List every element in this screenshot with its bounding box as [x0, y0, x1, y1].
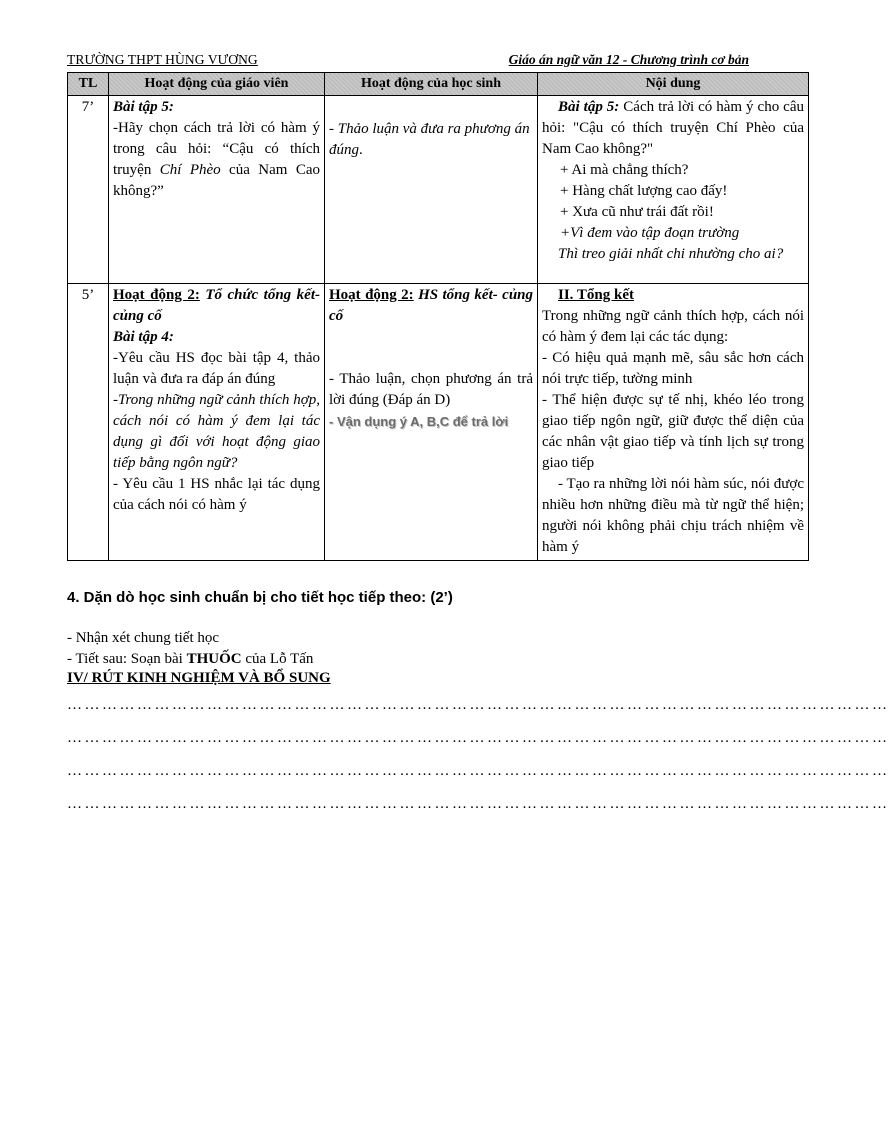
- section-5-title: IV/ RÚT KINH NGHIỆM VÀ BỔ SUNG: [67, 670, 331, 686]
- column-header-teacher: Hoạt động của giáo viên: [109, 73, 325, 96]
- teacher-text: -Yêu cầu HS đọc bài tập 4, thảo luận và đưa ra đáp án đúng: [113, 350, 320, 387]
- student-cell: [325, 96, 538, 284]
- answer-option: + Ai mà chẳng thích?: [560, 162, 689, 178]
- student-text: - Thảo luận, chọn phương án trả lời đúng (Đáp án D): [329, 371, 533, 408]
- teacher-question: -Trong những ngữ cảnh thích hợp, cách nói có hàm ý đem lại tác dụng gì đối với hoạt động giao tiếp bằng ngôn ngữ?: [113, 392, 320, 471]
- note-item: - Nhận xét chung tiết học: [67, 630, 220, 646]
- column-header-content: Nội dung: [538, 73, 809, 96]
- summary-text: - Có hiệu quả mạnh mẽ, sâu sắc hơn cách nói trực tiếp, tường minh: [542, 350, 804, 387]
- activity-title: Hoạt động 2: Tổ chức tổng kết- củng cố: [113, 287, 321, 324]
- homework-notes: [67, 628, 313, 670]
- dotted-line: ……………………………………………………………………………………………………………………………: [67, 763, 890, 779]
- table-header-row: [68, 73, 809, 96]
- student-text: - Thảo luận và đưa ra phương án đúng.: [329, 121, 530, 158]
- content-cell: [538, 96, 809, 284]
- content-cell: [538, 284, 809, 561]
- dotted-line: ……………………………………………………………………………………………………………………………: [67, 697, 890, 713]
- student-cell: [325, 284, 538, 561]
- content-text: Bài tập 5: Cách trả lời có hàm ý cho câu hỏi: "Cậu có thích truyện Chí Phèo của Nam Cao không?": [542, 99, 804, 157]
- time-cell: 7’: [68, 96, 109, 284]
- student-text-faded: - Vận dụng ý A, B,C để trả lời: [329, 414, 509, 429]
- dotted-line: ……………………………………………………………………………………………………………………………: [67, 730, 890, 746]
- teacher-text: - Yêu cầu 1 HS nhắc lại tác dụng của cách nói có hàm ý: [113, 476, 320, 513]
- table-row: [68, 96, 809, 284]
- column-header-tl: TL: [68, 73, 109, 96]
- time-cell: 5’: [68, 284, 109, 561]
- exercise-title: Bài tập 4:: [113, 329, 174, 345]
- section-4-title: 4. Dặn dò học sinh chuẩn bị cho tiết học tiếp theo: (2’): [67, 589, 453, 606]
- answer-option: + Hàng chất lượng cao đấy!: [560, 183, 728, 199]
- lesson-plan-title: Giáo án ngữ văn 12 - Chương trình cơ bản: [508, 52, 749, 67]
- teacher-text: -Hãy chọn cách trả lời có hàm ý trong câu hỏi: “Cậu có thích truyện Chí Phèo của Nam Cao không?”: [113, 120, 320, 199]
- column-header-student: Hoạt động của học sinh: [325, 73, 538, 96]
- teacher-cell: [109, 284, 325, 561]
- answer-option-continued: Thì treo giải nhất chi nhường cho ai?: [558, 246, 784, 262]
- summary-text: Trong những ngữ cảnh thích hợp, cách nói có hàm ý đem lại các tác dụng:: [542, 308, 804, 345]
- answer-option: + Xưa cũ như trái đất rồi!: [560, 204, 714, 220]
- teacher-cell: [109, 96, 325, 284]
- summary-title: II. Tổng kết: [558, 287, 634, 303]
- table-row: [68, 284, 809, 561]
- exercise-title: Bài tập 5:: [113, 99, 174, 115]
- summary-text: - Tạo ra những lời nói hàm súc, nói được nhiều hơn những điều mà từ ngữ thể hiện; người nói không phải chịu trách nhiệm về hàm ý: [542, 476, 804, 555]
- page-header: [67, 52, 749, 70]
- school-name: TRƯỜNG THPT HÙNG VƯƠNG: [67, 52, 258, 67]
- note-item: - Tiết sau: Soạn bài THUỐC của Lỗ Tấn: [67, 651, 314, 667]
- answer-option: +Vì đem vào tập đoạn trường: [560, 225, 740, 241]
- summary-text: - Thể hiện được sự tế nhị, khéo léo trong giao tiếp ngôn ngữ, giữ được thể diện của các nhân vật giao tiếp và tính lịch sự trong giao tiếp: [542, 392, 804, 471]
- activity-title: Hoạt động 2: HS tổng kết- củng cố: [329, 287, 533, 324]
- lesson-table: [67, 72, 809, 561]
- dotted-line: ……………………………………………………………………………………………………………………………: [67, 796, 890, 812]
